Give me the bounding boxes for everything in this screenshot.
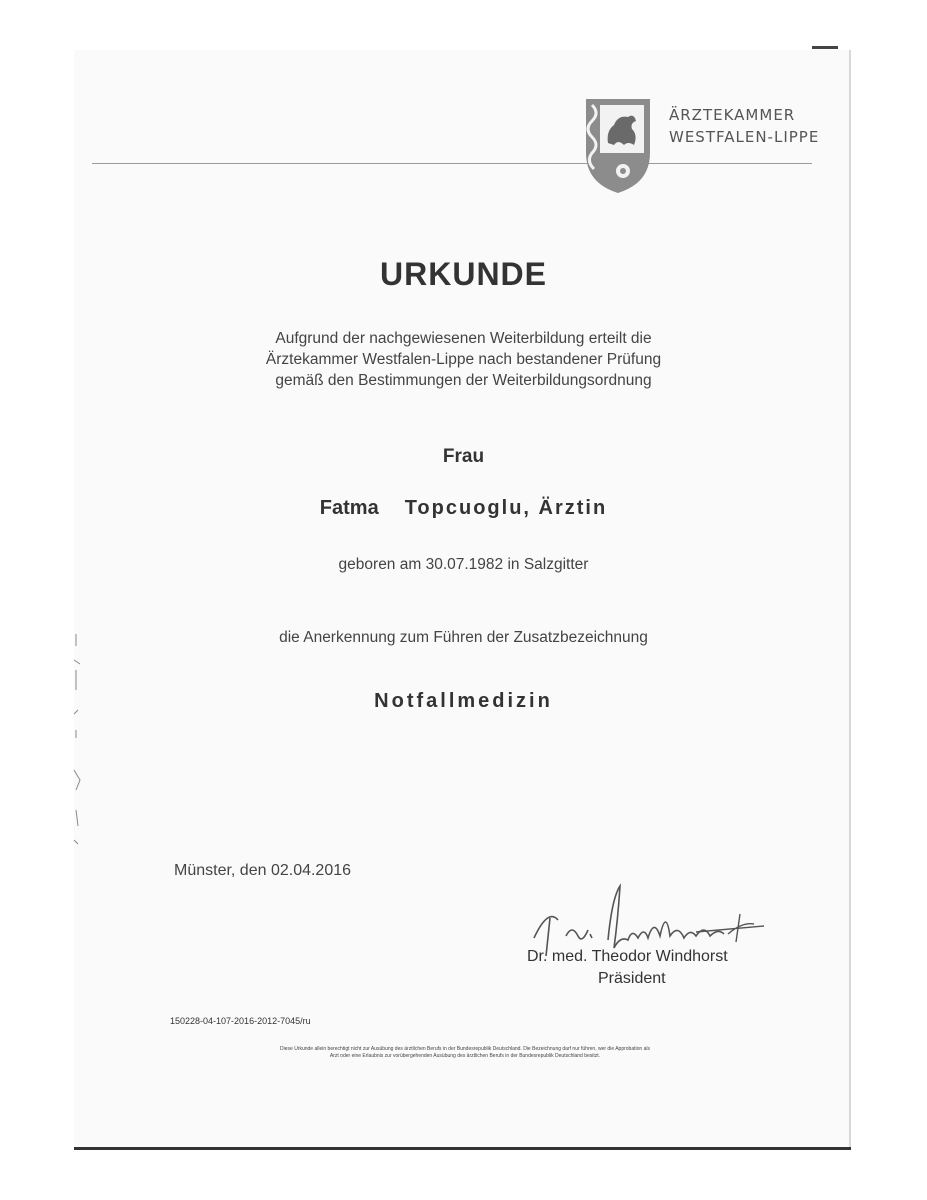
legal-footnote (150, 1046, 780, 1060)
place-date: Münster, den 02.04.2016 (174, 862, 352, 879)
chamber-crest-logo (578, 95, 658, 195)
signatory-role: Präsident (598, 970, 666, 987)
specialty-title: Notfallmedizin (374, 690, 553, 712)
birth-line: geboren am 30.07.1982 in Salzgitter (338, 556, 589, 573)
page-edge (849, 50, 851, 1147)
salutation: Frau (442, 446, 485, 467)
recipient-last-name: Topcuoglu, Ärztin (404, 497, 608, 519)
certificate-page (74, 50, 851, 1150)
signatory-name: Dr. med. Theodor Windhorst (527, 948, 728, 965)
footnote-line-2: Arzt oder eine Erlaubnis zur vorübergehenden Ausübung des ärztlichen Berufs in der Bundesrepublik Deutschland besitzt. (329, 1053, 601, 1059)
corner-mark (812, 46, 838, 49)
recipient-first-name: Fatma (319, 497, 379, 519)
intro-line-3: gemäß den Bestimmungen der Weiterbildungsordnung (275, 372, 652, 389)
footnote-line-1: Diese Urkunde allein berechtigt nicht zur Ausübung des ärztlichen Berufs in der Bundesrepublik Deutschland. Die Bezeichnung darf nur führen, wer die Approbation als (280, 1046, 650, 1052)
org-name-line2: WESTFALEN-LIPPE (669, 128, 820, 146)
intro-line-1: Aufgrund der nachgewiesenen Weiterbildung erteilt die (275, 330, 652, 347)
recognition-line: die Anerkennung zum Führen der Zusatzbezeichnung (279, 629, 648, 646)
header-rule (92, 163, 812, 164)
recipient-name (0, 497, 927, 520)
org-name-line1: ÄRZTEKAMMER (669, 106, 796, 124)
intro-line-2: Ärztekammer Westfalen-Lippe nach bestandener Prüfung (265, 351, 662, 368)
scan-binding-marks (64, 630, 88, 850)
reference-number: 150228-04-107-2016-2012-7045/ru (170, 1016, 311, 1026)
document-title: URKUNDE (380, 256, 547, 292)
